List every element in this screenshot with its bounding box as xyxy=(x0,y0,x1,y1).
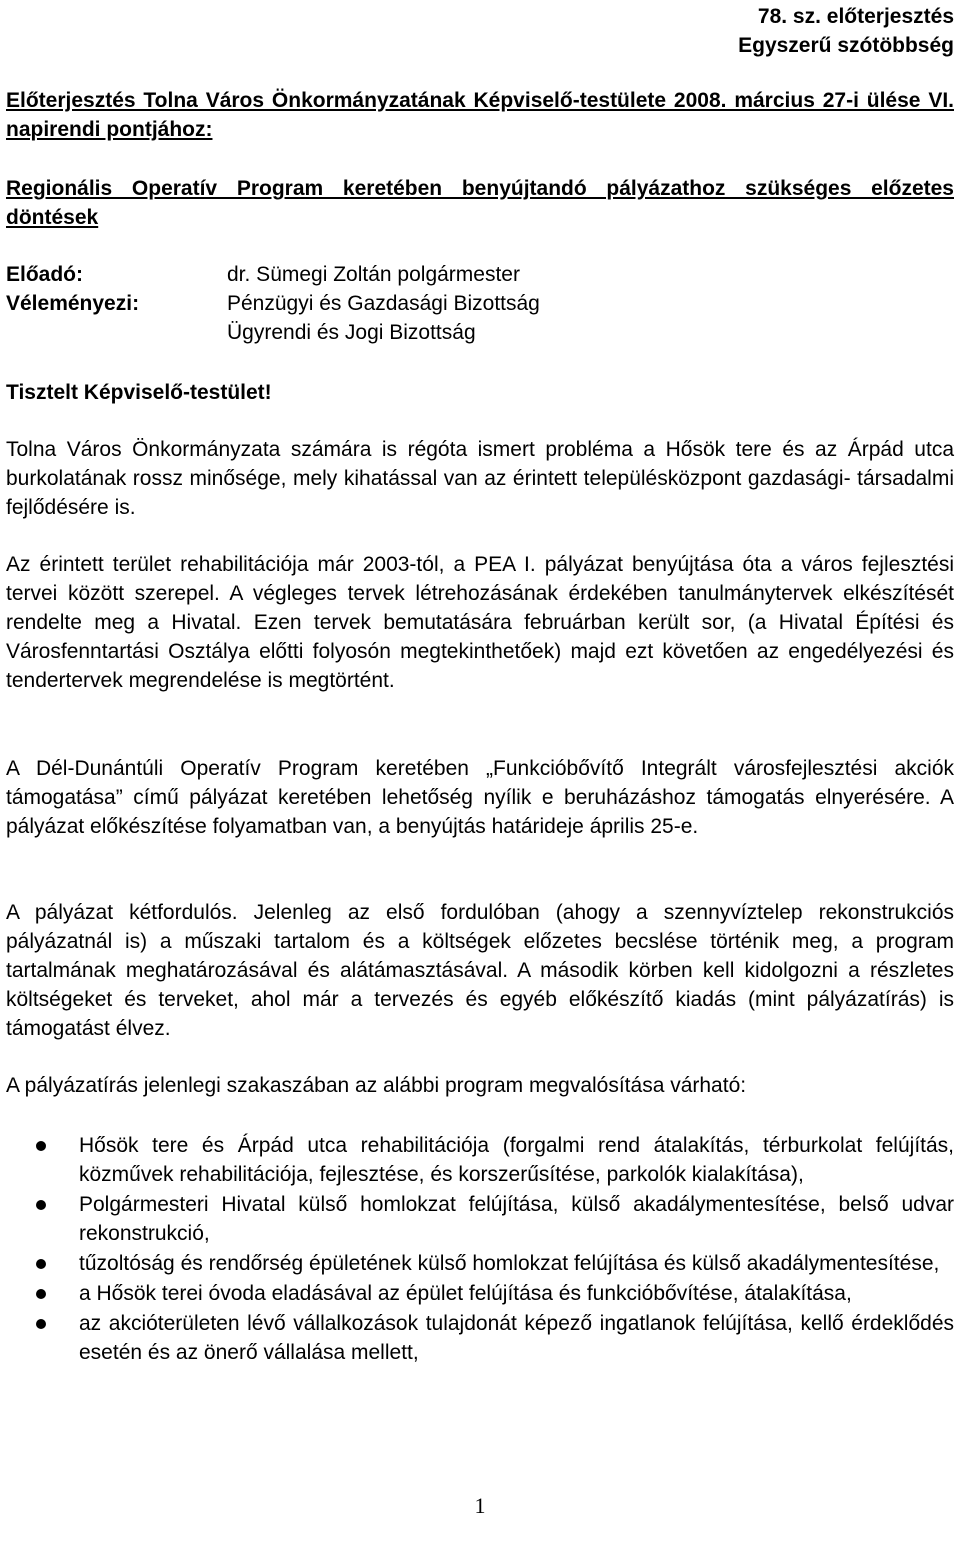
list-item xyxy=(6,1249,954,1278)
header-corner xyxy=(738,2,954,60)
list-item-text: Hősök tere és Árpád utca rehabilitációja (forgalmi rend átalakítás, térburkolat felújítás, közművek rehabilitációja, fejlesztése, és korszerűsítése, parkolók kialakítása), xyxy=(79,1134,954,1186)
reviewer-label: Véleményezi: xyxy=(6,292,140,315)
submission-title: Előterjesztés Tolna Város Önkormányzatának Képviselő-testülete 2008. március 27-i ülése VI. napirendi pontjához: xyxy=(6,89,954,141)
presenter-value: dr. Sümegi Zoltán polgármester xyxy=(227,263,520,286)
list-item xyxy=(6,1309,954,1367)
list-item-text: az akcióterületen lévő vállalkozások tulajdonát képező ingatlanok felújítása, kellő érdeklődés esetén és az önerő vállalása mellett, xyxy=(79,1312,954,1364)
paragraph-4: A pályázat kétfordulós. Jelenleg az első fordulóban (ahogy a szennyvíztelep rekonstrukciós pályázatnál is) a műszaki tartalom és a költségek előzetes becslése történik meg, a program tartalmának meghatározásával és alátámasztásával. A második körben kell kidolgozni a részletes költségeket és terveket, ahol már a tervezés és egyéb előkészítő kiadás (mint pályázatírás) is támogatást élvez. xyxy=(6,901,954,1040)
list-item xyxy=(6,1131,954,1189)
list-item xyxy=(6,1190,954,1248)
paragraph-2: Az érintett terület rehabilitációja már 2003-tól, a PEA I. pályázat benyújtása óta a város fejlesztési tervei között szerepel. A végleges tervek létrehozásának érdekében tanulmánytervek elkészítését rendelte meg a Hivatal. Ezen tervek bemutatására februárban került sor, (a Hivatal Építési és Városfenntartási Osztálya előtti folyosón megtekinthetőek) majd ezt követően az engedélyezési és tendertervek megrendelése is megtörtént. xyxy=(6,553,954,692)
bullet-icon xyxy=(36,1289,46,1299)
paragraph-1: Tolna Város Önkormányzata számára is régóta ismert probléma a Hősök tere és az Árpád utca burkolatának rossz minősége, mely kihatással van az érintett településközpont gazdasági- társadalmi fejlődésére is. xyxy=(6,438,954,519)
bullet-icon xyxy=(36,1141,46,1151)
subject-title: Regionális Operatív Program keretében benyújtandó pályázathoz szükséges előzetes döntések xyxy=(6,177,954,229)
list-item-text: a Hősök terei óvoda eladásával az épület felújítása és funkcióbővítése, átalakítása, xyxy=(79,1282,852,1305)
list-item-text: tűzoltóság és rendőrség épületének külső homlokzat felújítása és külső akadálymentesítése, xyxy=(79,1252,940,1275)
program-list xyxy=(6,1131,954,1368)
paragraph-5: A pályázatírás jelenlegi szakaszában az alábbi program megvalósítása várható: xyxy=(6,1074,747,1097)
majority-type: Egyszerű szótöbbség xyxy=(738,34,954,57)
bullet-icon xyxy=(36,1319,46,1329)
bullet-icon xyxy=(36,1200,46,1210)
paragraph-3: A Dél-Dunántúli Operatív Program keretében „Funkcióbővítő Integrált városfejlesztési akciók támogatása” című pályázat keretében lehetőség nyílik e beruházáshoz támogatás elnyerésére. A pályázat előkészítése folyamatban van, a benyújtás határideje április 25-e. xyxy=(6,757,954,838)
page-number: 1 xyxy=(474,1493,486,1518)
salutation: Tisztelt Képviselő-testület! xyxy=(6,381,272,404)
list-item-text: Polgármesteri Hivatal külső homlokzat felújítása, külső akadálymentesítése, belső udvar rekonstrukció, xyxy=(79,1193,954,1245)
reviewer-value-1: Pénzügyi és Gazdasági Bizottság xyxy=(227,292,540,315)
reviewer-value-2: Ügyrendi és Jogi Bizottság xyxy=(227,321,476,344)
bullet-icon xyxy=(36,1259,46,1269)
presenter-label: Előadó: xyxy=(6,263,83,286)
list-item xyxy=(6,1279,954,1308)
proposal-number: 78. sz. előterjesztés xyxy=(757,5,954,28)
